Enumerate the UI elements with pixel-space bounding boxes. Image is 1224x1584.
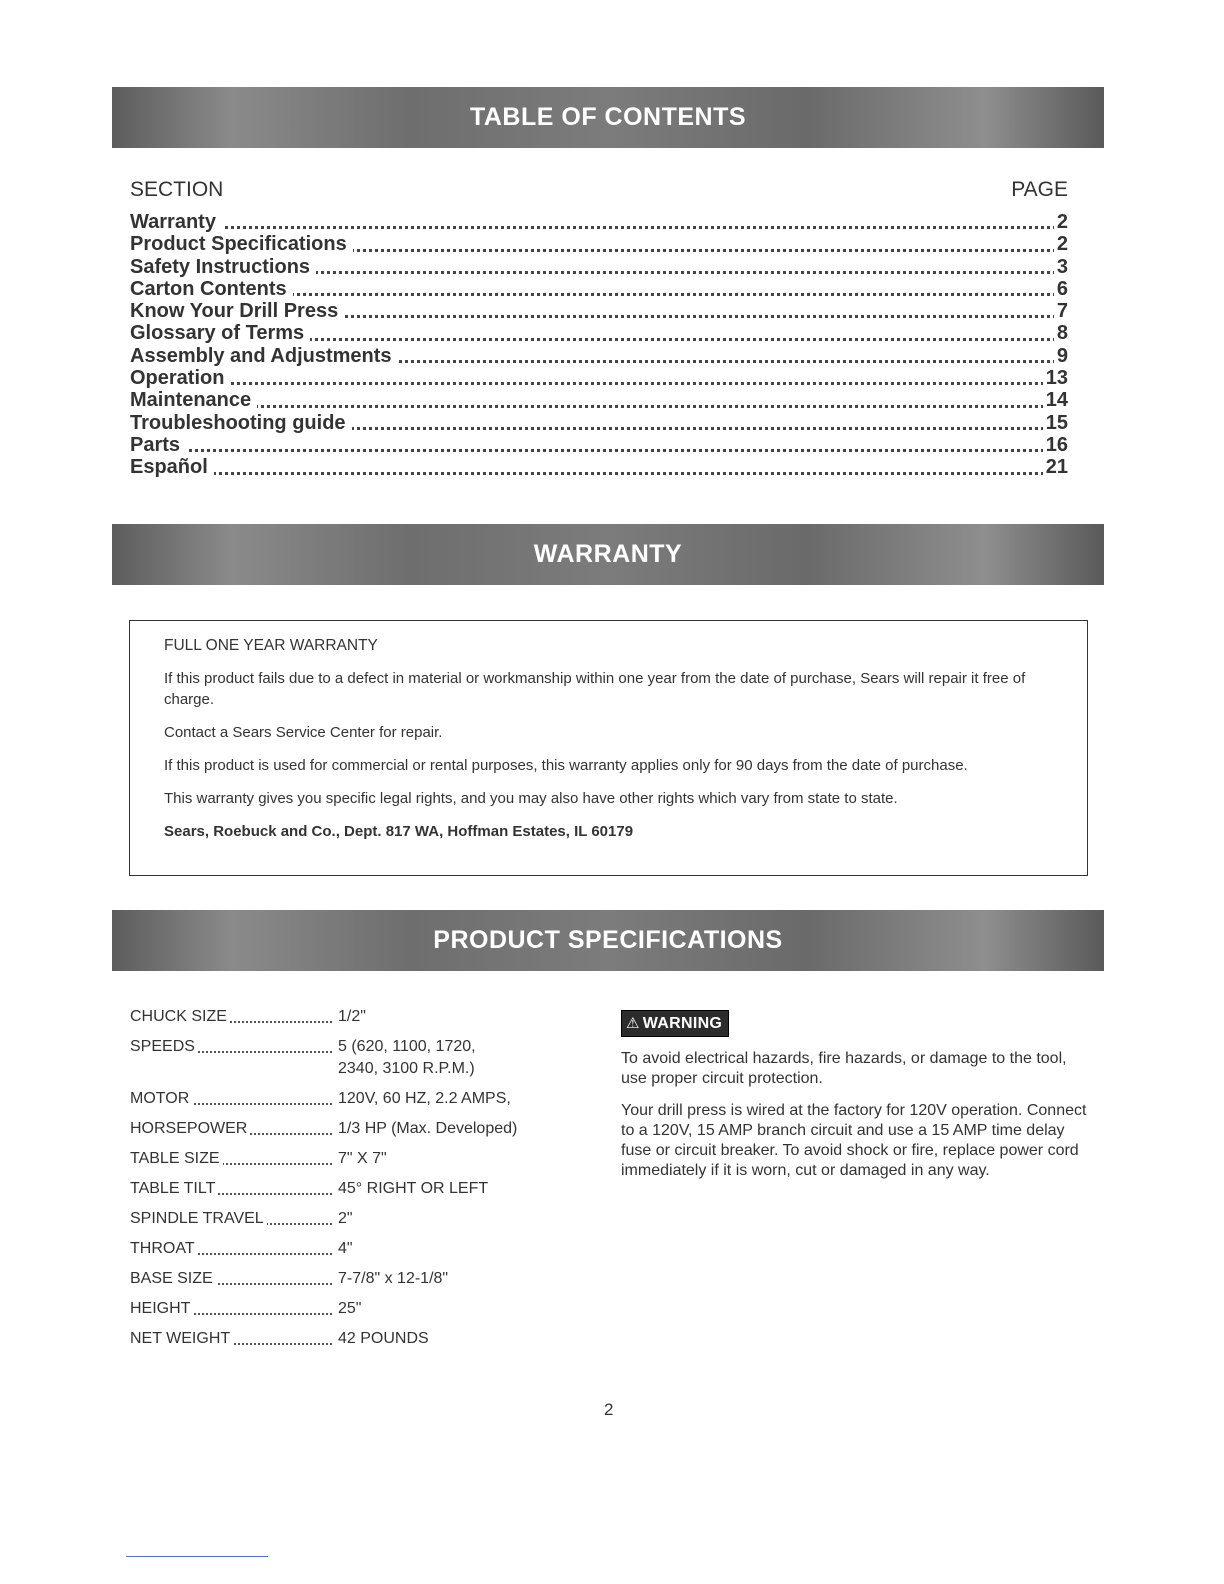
spec-row [130, 1178, 600, 1200]
warranty-heading: FULL ONE YEAR WARRANTY [164, 637, 378, 654]
spec-row [130, 1148, 600, 1170]
spec-list [130, 1006, 600, 1358]
toc-item-title: Parts [130, 434, 186, 456]
toc-item-page: 13 [1043, 367, 1068, 389]
spec-label: TABLE TILT [130, 1180, 218, 1197]
toc-item-page: 14 [1043, 389, 1068, 411]
toc-item-title: Operation [130, 367, 230, 389]
warranty-title: WARRANTY [533, 540, 683, 568]
spec-label: THROAT [130, 1240, 198, 1257]
warning-badge [621, 1010, 729, 1037]
spec-row [130, 1036, 600, 1080]
toc-item-title: Safety Instructions [130, 256, 316, 278]
toc-item-page: 16 [1043, 434, 1068, 456]
spec-label: BASE SIZE [130, 1270, 216, 1287]
toc-item-page: 15 [1043, 412, 1068, 434]
spec-value: 4" [338, 1240, 353, 1257]
spec-value: 25" [338, 1300, 362, 1317]
toc-item-title: Glossary of Terms [130, 322, 310, 344]
toc-item-page: 21 [1043, 456, 1068, 478]
toc-item[interactable] [130, 434, 1068, 456]
toc-item-page: 7 [1054, 300, 1068, 322]
footer-rule [126, 1556, 268, 1557]
spec-label: MOTOR [130, 1090, 192, 1107]
spec-value: 120V, 60 HZ, 2.2 AMPS, [338, 1090, 511, 1107]
toc-item[interactable] [130, 233, 1068, 255]
spec-value: 42 POUNDS [338, 1330, 429, 1347]
toc-item-page: 6 [1054, 278, 1068, 300]
toc-item[interactable] [130, 345, 1068, 367]
spec-row [130, 1298, 600, 1320]
spec-row [130, 1208, 600, 1230]
toc-title: TABLE OF CONTENTS [469, 103, 747, 131]
spec-label: TABLE SIZE [130, 1150, 223, 1167]
spec-value: 5 (620, 1100, 1720, [338, 1038, 476, 1055]
warranty-paragraph: Contact a Sears Service Center for repair. [164, 724, 443, 741]
toc-banner [112, 87, 1104, 148]
warning-paragraph: To avoid electrical hazards, fire hazards, or damage to the tool, use proper circuit protection. [621, 1050, 1067, 1087]
warranty-banner [112, 524, 1104, 585]
toc-list [130, 211, 1068, 479]
toc-item-title: Know Your Drill Press [130, 300, 344, 322]
spec-row [130, 1118, 600, 1140]
toc-item[interactable] [130, 412, 1068, 434]
warranty-paragraph: This warranty gives you specific legal rights, and you may also have other rights which vary from state to state. [164, 790, 898, 807]
toc-item-title: Warranty [130, 211, 222, 233]
toc-item-page: 2 [1054, 211, 1068, 233]
spec-value: 7-7/8" x 12-1/8" [338, 1270, 449, 1287]
warranty-paragraph: If this product is used for commercial or rental purposes, this warranty applies only for 90 days from the date of purchase. [164, 757, 968, 774]
warning-paragraph: Your drill press is wired at the factory for 120V operation. Connect to a 120V, 15 AMP branch circuit and use a 15 AMP time delay fuse or circuit breaker. To avoid shock or fire, replace power cord immediately if it is worn, cut or damaged in any way. [621, 1102, 1087, 1179]
toc-item-title: Product Specifications [130, 233, 353, 255]
spec-banner [112, 910, 1104, 971]
toc-item-title: Maintenance [130, 389, 257, 411]
toc-item-page: 9 [1054, 345, 1068, 367]
toc-item[interactable] [130, 211, 1068, 233]
toc-item-title: Assembly and Adjustments [130, 345, 398, 367]
spec-value: 1/2" [338, 1008, 366, 1025]
spec-row [130, 1088, 600, 1110]
spec-value: 2" [338, 1210, 353, 1227]
spec-row [130, 1238, 600, 1260]
spec-row [130, 1268, 600, 1290]
toc-item[interactable] [130, 256, 1068, 278]
toc-item[interactable] [130, 322, 1068, 344]
spec-label: SPINDLE TRAVEL [130, 1210, 267, 1227]
warranty-box [129, 620, 1088, 876]
toc-item-page: 3 [1054, 256, 1068, 278]
toc-item-title: Español [130, 456, 214, 478]
toc-page-label: PAGE [1011, 178, 1068, 201]
warning-block [621, 1010, 1093, 1181]
warranty-paragraph: If this product fails due to a defect in material or workmanship within one year from the date of purchase, Sears will repair it free of charge. [164, 670, 1026, 708]
spec-label: SPEEDS [130, 1038, 198, 1055]
toc-item[interactable] [130, 367, 1068, 389]
toc-item[interactable] [130, 300, 1068, 322]
toc-item-title: Troubleshooting guide [130, 412, 352, 434]
warning-icon: ⚠ [626, 1015, 640, 1032]
warranty-address: Sears, Roebuck and Co., Dept. 817 WA, Hoffman Estates, IL 60179 [164, 823, 634, 840]
toc-item-page: 8 [1054, 322, 1068, 344]
spec-label: CHUCK SIZE [130, 1008, 230, 1025]
toc-item[interactable] [130, 389, 1068, 411]
spec-value: 7" X 7" [338, 1150, 387, 1167]
page-number: 2 [604, 1400, 614, 1419]
toc-item[interactable] [130, 456, 1068, 478]
spec-label: HEIGHT [130, 1300, 193, 1317]
spec-row [130, 1006, 600, 1028]
spec-label: NET WEIGHT [130, 1330, 233, 1347]
spec-title: PRODUCT SPECIFICATIONS [433, 926, 783, 954]
toc-header [130, 178, 1068, 204]
toc-item[interactable] [130, 278, 1068, 300]
toc-section-label: SECTION [130, 178, 224, 201]
spec-label: HORSEPOWER [130, 1120, 250, 1137]
warning-badge-label: WARNING [642, 1015, 723, 1032]
spec-value-cont: 2340, 3100 R.P.M.) [338, 1060, 475, 1077]
spec-row [130, 1328, 600, 1350]
spec-value: 45° RIGHT OR LEFT [338, 1180, 489, 1197]
toc-item-title: Carton Contents [130, 278, 293, 300]
toc-item-page: 2 [1054, 233, 1068, 255]
spec-value: 1/3 HP (Max. Developed) [338, 1120, 518, 1137]
